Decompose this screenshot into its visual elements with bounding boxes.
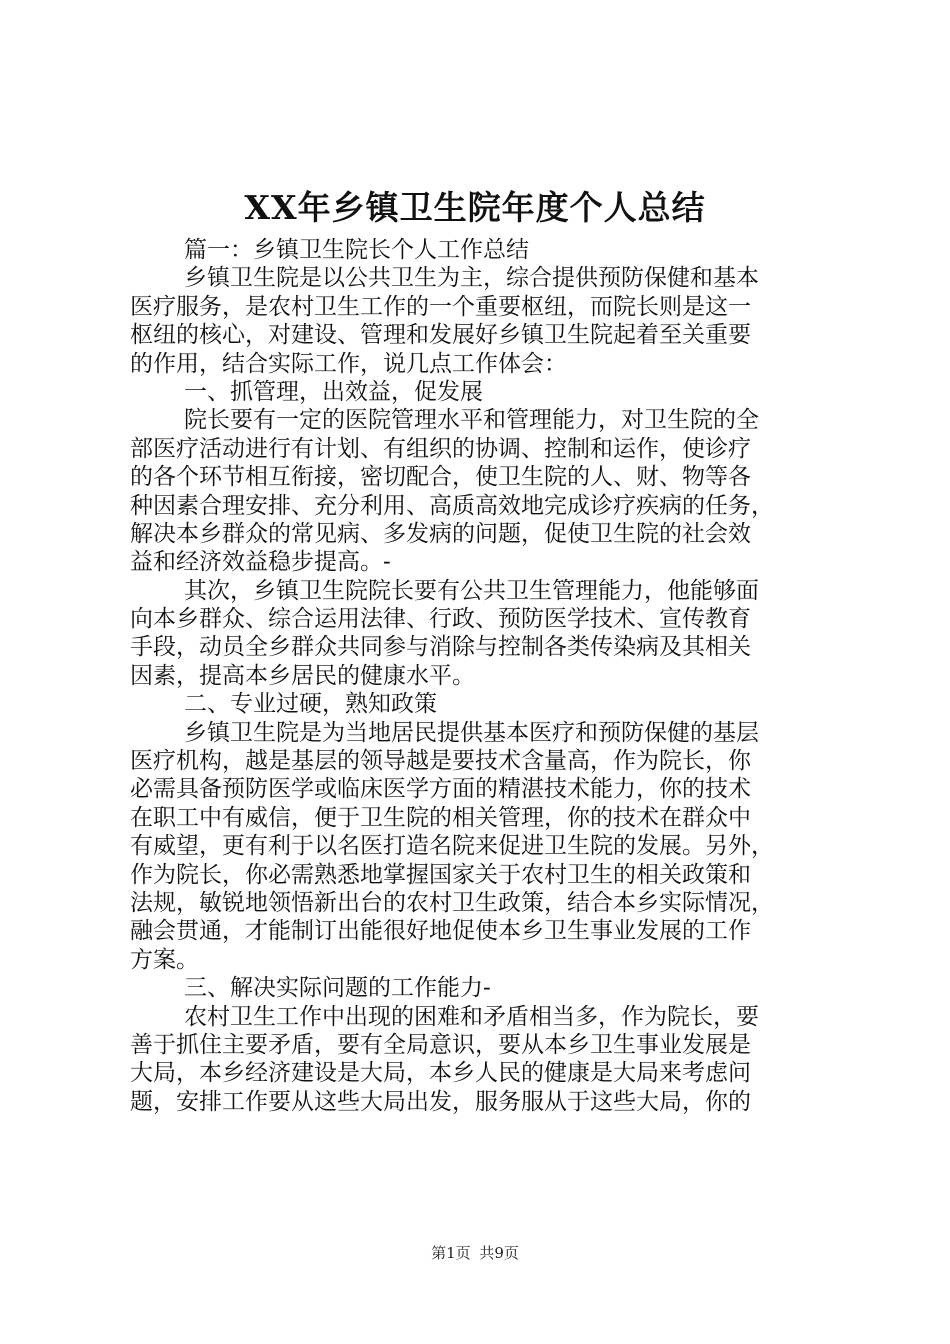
text-line: 篇一：乡镇卫生院长个人工作总结 — [184, 237, 529, 263]
text-line: 因素，提高本乡居民的健康水平。 — [130, 662, 475, 689]
text-line: 善于抓住主要矛盾，要有全局意识，要从本乡卫生事业发展是 — [130, 1031, 751, 1058]
text-line: 有威望，更有利于以名医打造名院来促进卫生院的发展。另外， — [130, 833, 774, 860]
text-line: 其次，乡镇卫生院院长要有公共卫生管理能力，他能够面 — [184, 577, 759, 604]
text-line: 解决本乡群众的常见病、多发病的问题，促使卫生院的社会效 — [130, 520, 751, 547]
text-line: 必需具备预防医学或临床医学方面的精湛技术能力，你的技术 — [130, 776, 751, 803]
text-line: 题，安排工作要从这些大局出发，服务服从于这些大局，你的 — [130, 1088, 751, 1115]
text-line: 乡镇卫生院是以公共卫生为主，综合提供预防保健和基本 — [184, 265, 759, 292]
page-footer — [0, 1243, 950, 1263]
document-body — [130, 236, 830, 1116]
text-line: 乡镇卫生院是为当地居民提供基本医疗和预防保健的基层 — [184, 719, 759, 746]
text-line: 作为院长，你必需熟悉地掌握国家关于农村卫生的相关政策和 — [130, 861, 751, 888]
page-number: 第1页 — [431, 1244, 471, 1262]
page-total: 共9页 — [479, 1244, 519, 1262]
text-line: 一、抓管理，出效益，促发展 — [184, 378, 483, 405]
text-line: 在职工中有威信，便于卫生院的相关管理，你的技术在群众中 — [130, 804, 751, 831]
text-line: 益和经济效益稳步提高。- — [130, 549, 391, 576]
text-line: 二、专业过硬，熟知政策 — [184, 691, 437, 718]
text-line: 法规，敏锐地领悟新出台的农村卫生政策，结合本乡实际情况， — [130, 889, 774, 916]
text-line: 方案。 — [130, 946, 199, 973]
text-line: 融会贯通，才能制订出能很好地促使本乡卫生事业发展的工作 — [130, 918, 751, 945]
text-line: 枢纽的核心，对建设、管理和发展好乡镇卫生院起着至关重要 — [130, 322, 751, 349]
text-line: 的作用，结合实际工作，说几点工作体会： — [130, 350, 567, 377]
text-line: 的各个环节相互衔接，密切配合，使卫生院的人、财、物等各 — [130, 464, 751, 491]
text-line: 医疗机构，越是基层的领导越是要技术含量高，作为院长，你 — [130, 748, 751, 775]
text-line: 院长要有一定的医院管理水平和管理能力，对卫生院的全 — [184, 407, 759, 434]
text-line: 手段，动员全乡群众共同参与消除与控制各类传染病及其相关 — [130, 634, 751, 661]
text-line: 部医疗活动进行有计划、有组织的协调、控制和运作，使诊疗 — [130, 435, 751, 462]
document-title: XX年乡镇卫生院年度个人总结 — [244, 188, 706, 227]
text-line: 农村卫生工作中出现的困难和矛盾相当多，作为院长，要 — [184, 1003, 759, 1030]
text-line: 大局，本乡经济建设是大局，本乡人民的健康是大局来考虑问 — [130, 1060, 751, 1087]
text-line: 向本乡群众、综合运用法律、行政、预防医学技术、宣传教育 — [130, 606, 751, 633]
text-line: 三、解决实际问题的工作能力- — [184, 975, 491, 1002]
text-line: 医疗服务，是农村卫生工作的一个重要枢纽，而院长则是这一 — [130, 293, 751, 320]
text-line: 种因素合理安排、充分利用、高质高效地完成诊疗疾病的任务， — [130, 492, 774, 519]
